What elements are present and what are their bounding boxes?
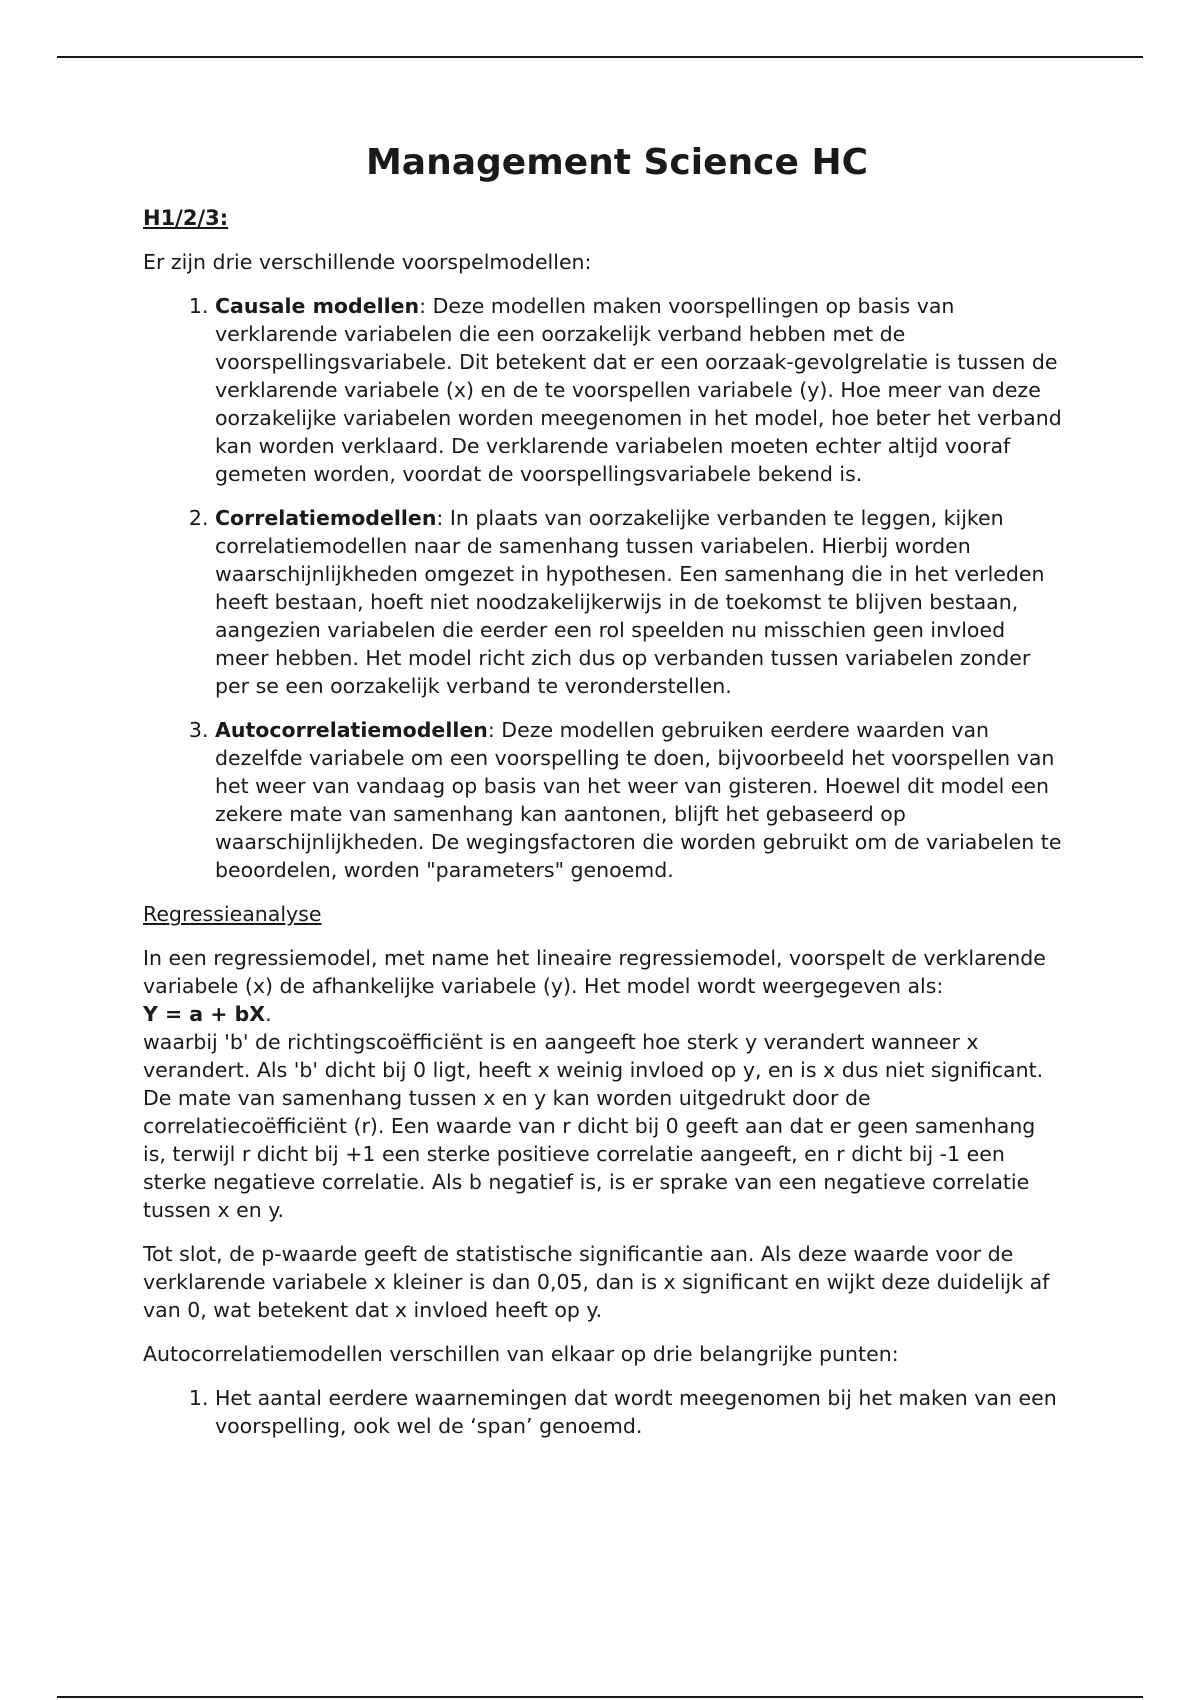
term-autocorrelatiemodellen: Autocorrelatiemodellen bbox=[215, 718, 488, 742]
list-item-autocorrelatiemodellen bbox=[215, 716, 1063, 884]
regression-explanation-text: waarbij 'b' de richtingscoëfficiënt is en aangeeft hoe sterk y verandert wanneer x verandert. Als 'b' dicht bij 0 ligt, heeft x weinig invloed op y, en is x dus niet significant. De mate van samenhang tussen x en y kan worden uitgedrukt door de correlatiecoëfficiënt (r). Een waarde van r dicht bij 0 geeft aan dat er geen samenhang is, terwijl r dicht bij +1 een sterke positieve correlatie aangeeft, en r dicht bij -1 een sterke negatieve correlatie. Als b negatief is, is er sprake van een negatieve correlatie tussen x en y. bbox=[143, 1030, 1044, 1222]
points-list bbox=[143, 1384, 1063, 1440]
list-item-causale-modellen bbox=[215, 292, 1063, 488]
description-correlatiemodellen: : In plaats van oorzakelijke verbanden te leggen, kijken correlatiemodellen naar de samenhang tussen variabelen. Hierbij worden waarschijnlijkheden omgezet in hypothesen. Een samenhang die in het verleden heeft bestaan, hoeft niet noodzakelijkerwijs in de toekomst te blijven bestaan, aangezien variabelen die eerder een rol speelden nu misschien geen invloed meer hebben. Het model richt zich dus op verbanden tussen variabelen zonder per se een oorzakelijk verband te veronderstellen. bbox=[215, 506, 1045, 698]
intro-paragraph: Er zijn drie verschillende voorspelmodellen: bbox=[143, 250, 592, 274]
description-causale-modellen: : Deze modellen maken voorspellingen op basis van verklarende variabelen die een oorzakelijk verband hebben met de voorspellingsvariabele. Dit betekent dat er een oorzaak-gevolgrelatie is tussen de verklarende variabele (x) en de te voorspellen variabele (y). Hoe meer van deze oorzakelijke variabelen worden meegenomen in het model, hoe beter het verband kan worden verklaard. De verklarende variabelen moeten echter altijd vooraf gemeten worden, voordat de voorspellingsvariabele bekend is. bbox=[215, 294, 1062, 486]
subheading-regressieanalyse: Regressieanalyse bbox=[143, 902, 322, 926]
list-item-correlatiemodellen bbox=[215, 504, 1063, 700]
term-correlatiemodellen: Correlatiemodellen bbox=[215, 506, 437, 530]
formula-period: . bbox=[265, 1002, 272, 1026]
footer-rule bbox=[57, 1696, 1143, 1698]
description-autocorrelatiemodellen: : Deze modellen gebruiken eerdere waarden van dezelfde variabele om een voorspelling te doen, bijvoorbeeld het voorspellen van het weer van vandaag op basis van het weer van gisteren. Hoewel dit model een zekere mate van samenhang kan aantonen, blijft het gebaseerd op waarschijnlijkheden. De wegingsfactoren die worden gebruikt om de variabelen te beoordelen, worden "parameters" genoemd. bbox=[215, 718, 1062, 882]
p-value-paragraph: Tot slot, de p-waarde geeft de statistische significantie aan. Als deze waarde voor de verklarende variabele x kleiner is dan 0,05, dan is x significant en wijkt deze duidelijk af van 0, wat betekent dat x invloed heeft op y. bbox=[143, 1242, 1050, 1322]
term-causale-modellen: Causale modellen bbox=[215, 294, 420, 318]
section-heading: H1/2/3: bbox=[143, 206, 229, 230]
models-list bbox=[143, 292, 1063, 884]
regression-formula: Y = a + bX bbox=[143, 1002, 266, 1026]
header-rule bbox=[57, 56, 1143, 58]
document-title: Management Science HC bbox=[365, 142, 868, 183]
list-item-span: 1. Het aantal eerdere waarnemingen dat wordt meegenomen bij het maken van een voorspelling, ook wel de ‘span’ genoemd. bbox=[215, 1384, 1063, 1440]
regression-intro-text: In een regressiemodel, met name het lineaire regressiemodel, voorspelt de verklarende variabele (x) de afhankelijke variabele (y). Het model wordt weergegeven als: bbox=[143, 946, 1046, 998]
autocorrelation-intro-paragraph: Autocorrelatiemodellen verschillen van elkaar op drie belangrijke punten: bbox=[143, 1342, 899, 1366]
document-body bbox=[143, 138, 1063, 1456]
regression-paragraph bbox=[143, 944, 1063, 1224]
